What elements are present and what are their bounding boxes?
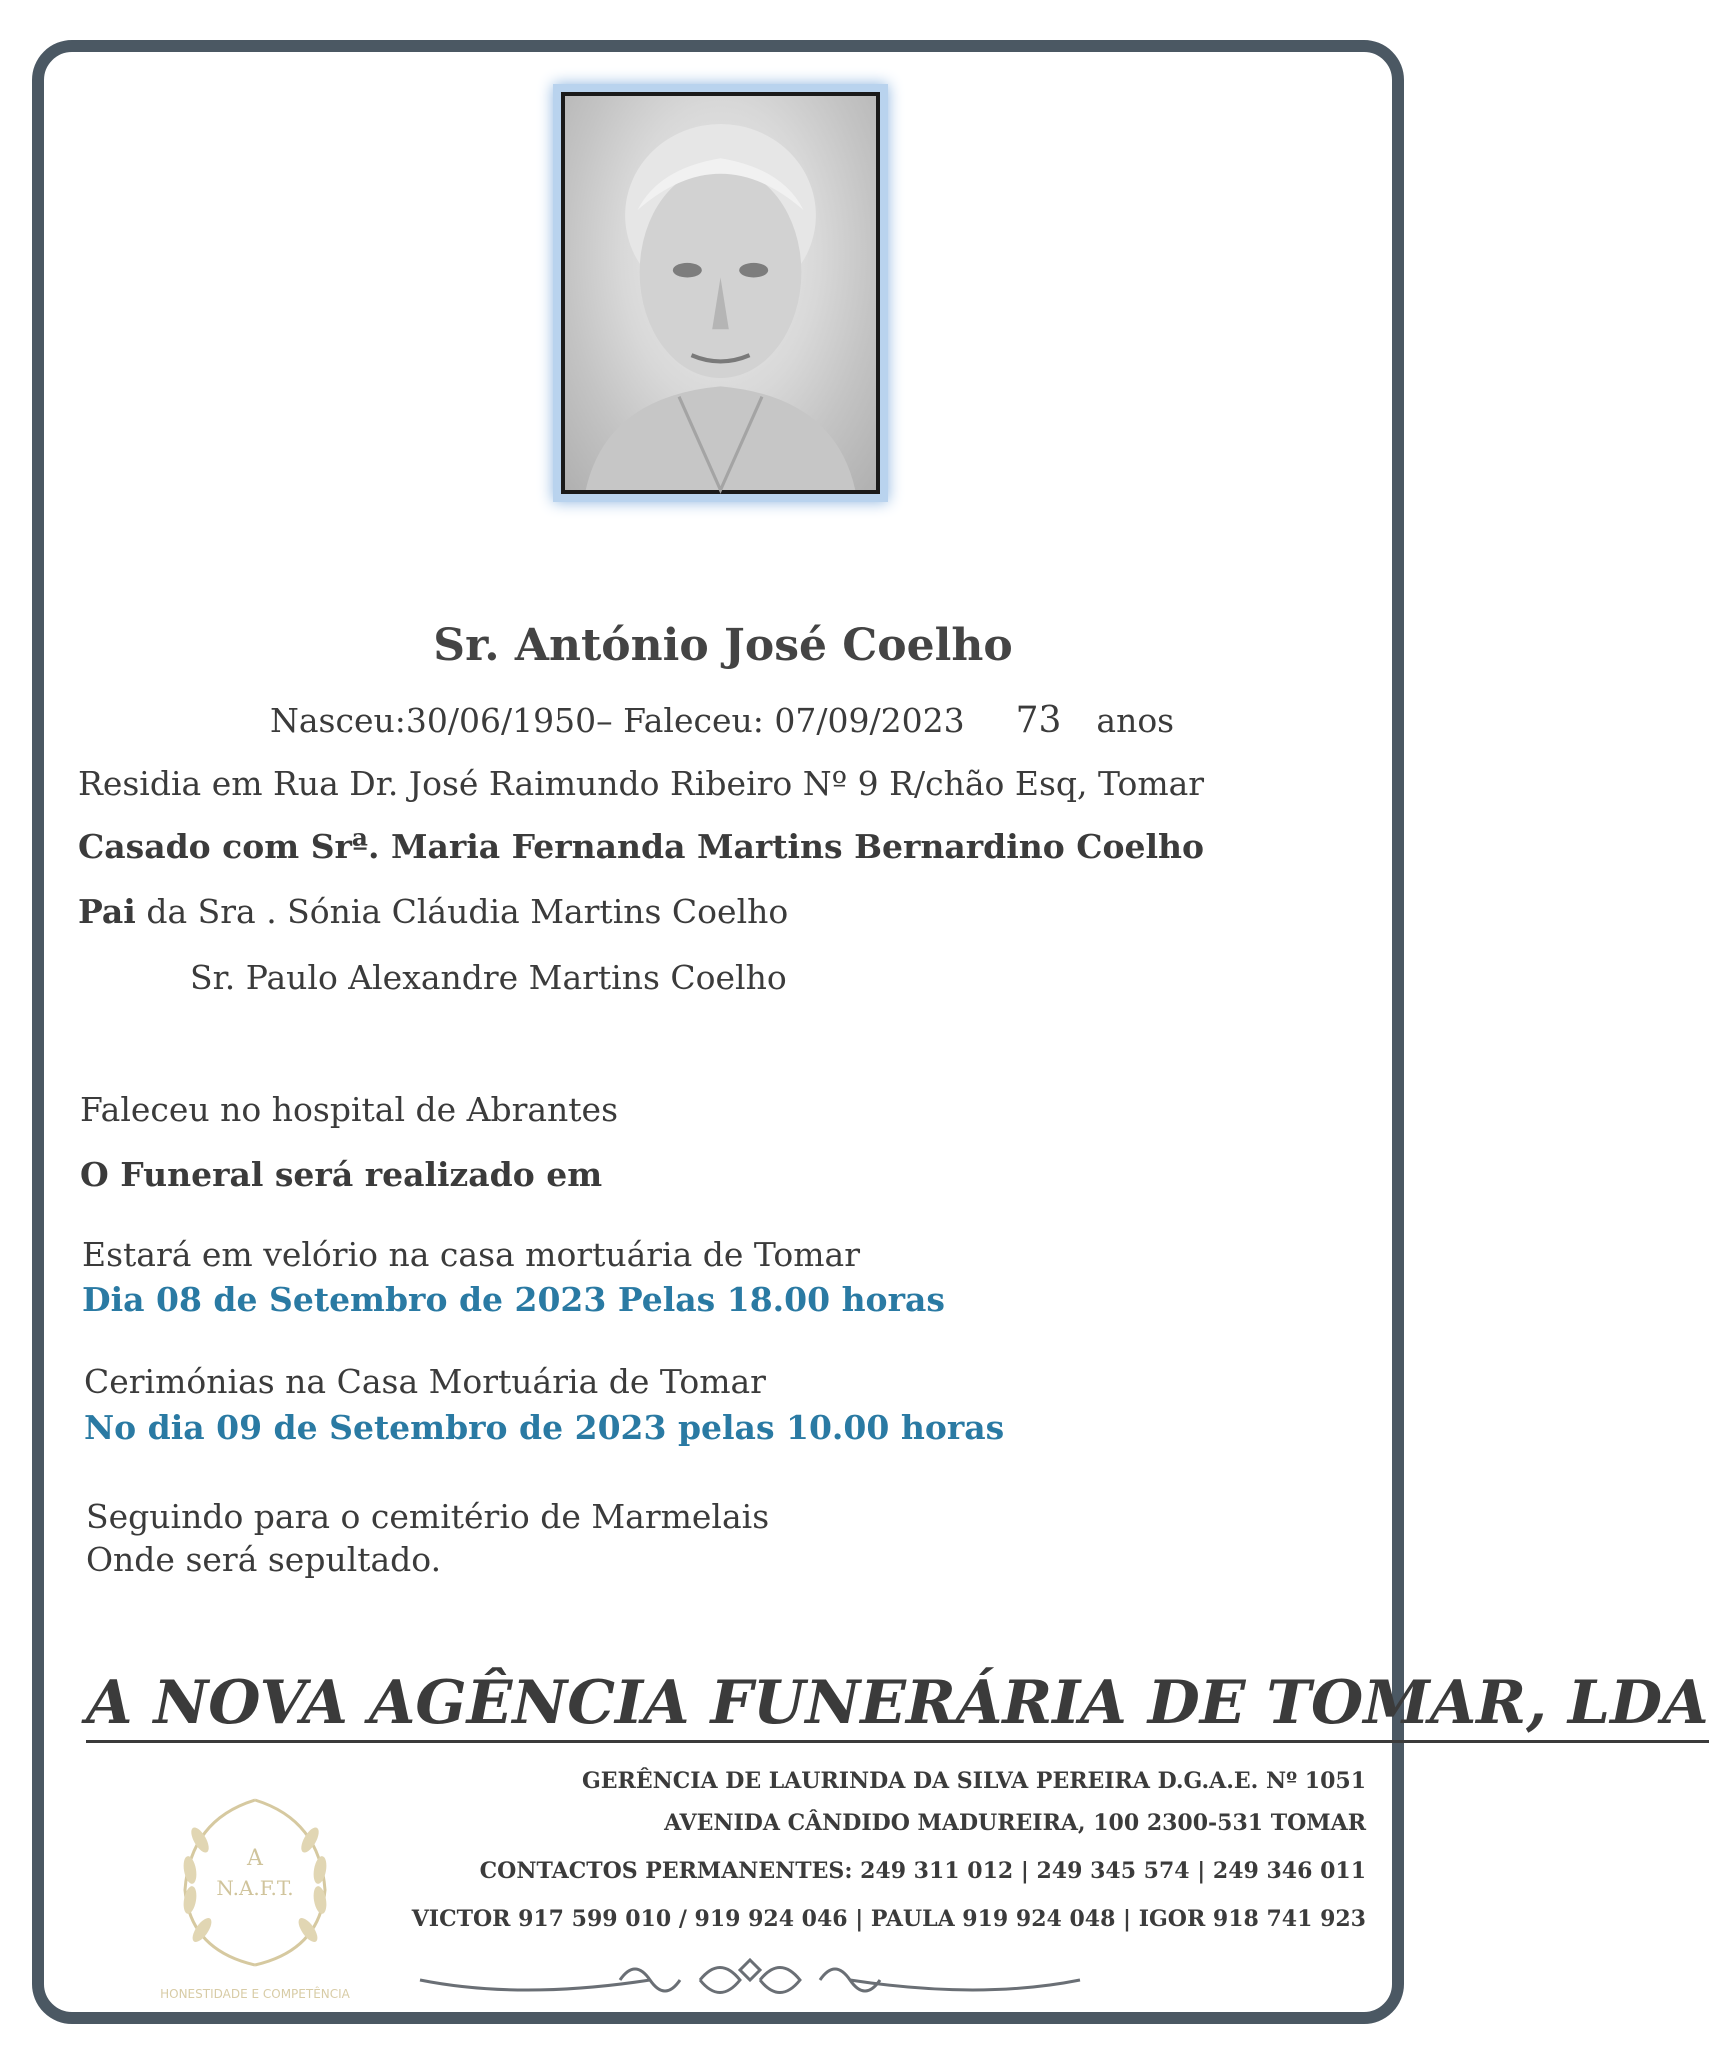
funeral-intro: O Funeral será realizado em (80, 1155, 603, 1194)
residence-line: Residia em Rua Dr. José Raimundo Ribeiro Nº 9 R/chão Esq, Tomar (78, 764, 1205, 803)
seal-motto: HONESTIDADE E COMPETÊNCIA (160, 1987, 350, 2001)
agency-personal-contacts: VICTOR 917 599 010 / 919 924 046 | PAULA 919 924 048 | IGOR 918 741 923 (411, 1906, 1366, 1932)
place-of-death: Faleceu no hospital de Abrantes (80, 1090, 619, 1129)
portrait-photo (561, 92, 880, 494)
wake-text: Estará em velório na casa mortuária de Tomar (82, 1235, 860, 1274)
children-line-1 (78, 892, 788, 931)
father-label: Pai (78, 892, 136, 931)
born-label: Nasceu: (270, 701, 406, 740)
child-1: da Sra . Sónia Cláudia Martins Coelho (146, 892, 789, 931)
age: 73 (1015, 700, 1062, 741)
agency-address: AVENIDA CÂNDIDO MADUREIRA, 100 2300-531 TOMAR (664, 1810, 1366, 1836)
children-line-2: Sr. Paulo Alexandre Martins Coelho (190, 958, 787, 997)
seal-initials: N.A.F.T. (216, 1876, 294, 1900)
wake-date: Dia 08 de Setembro de 2023 Pelas 18.00 horas (82, 1280, 945, 1319)
decorative-ornament (400, 1950, 1100, 2010)
ceremony-text: Cerimónias na Casa Mortuária de Tomar (84, 1362, 766, 1401)
died-date: 07/09/2023 (774, 701, 965, 740)
age-unit: anos (1096, 701, 1175, 740)
cemetery-line-2: Onde será sepultado. (86, 1540, 442, 1579)
died-label: – Faleceu: (596, 701, 764, 740)
agency-name: A NOVA AGÊNCIA FUNERÁRIA DE TOMAR, LDA (86, 1668, 1709, 1743)
born-date: 30/06/1950 (405, 701, 597, 740)
dates-line (270, 700, 1174, 741)
agency-management: GERÊNCIA DE LAURINDA DA SILVA PEREIRA D.G.A.E. Nº 1051 (582, 1768, 1366, 1794)
spouse-line: Casado com Srª. Maria Fernanda Martins Bernardino Coelho (78, 827, 1205, 866)
agency-seal-logo (130, 1760, 380, 2010)
agency-contacts: CONTACTOS PERMANENTES: 249 311 012 | 249 345 574 | 249 346 011 (479, 1858, 1366, 1884)
cemetery-line-1: Seguindo para o cemitério de Marmelais (86, 1497, 770, 1536)
seal-letter: A (247, 1846, 263, 1871)
portrait-frame (553, 84, 888, 502)
deceased-name: Sr. António José Coelho (433, 620, 1013, 671)
ceremony-date: No dia 09 de Setembro de 2023 pelas 10.00 horas (84, 1408, 1005, 1447)
